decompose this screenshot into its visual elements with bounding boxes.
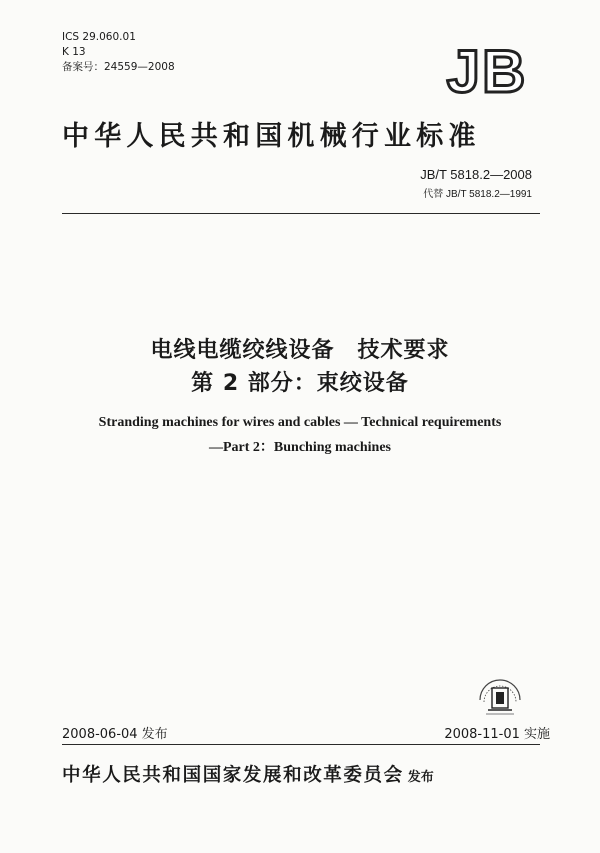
ics-code: ICS 29.060.01 (62, 31, 136, 43)
publisher-name: 中华人民共和国国家发展和改革委员会 (62, 765, 404, 786)
svg-text:JB: JB (446, 38, 528, 100)
jb-logo (437, 38, 537, 100)
replaces-standard: 代替 JB/T 5818.2—1991 (423, 189, 532, 200)
footer-divider (62, 744, 540, 745)
org-title: 中华人民共和国机械行业标准 (62, 121, 481, 152)
publisher-suffix: 发布 (407, 770, 434, 785)
title-zh-line1: 电线电缆绞线设备 技术要求 (150, 338, 450, 363)
publisher (62, 761, 434, 787)
title-zh-line2: 第 2 部分：束绞设备 (191, 371, 409, 396)
title-en-line2: —Part 2：Bunching machines (208, 440, 391, 455)
issue-date: 2008-06-04 发布 (62, 727, 168, 742)
title-en-line1: Stranding machines for wires and cables — Technical requirements (98, 415, 502, 430)
header-divider (62, 213, 540, 214)
standard-number: JB/T 5818.2—2008 (420, 167, 532, 182)
publisher-emblem-icon (472, 670, 528, 722)
ccs-code: K 13 (62, 46, 86, 58)
filing-number: 备案号：24559—2008 (62, 61, 175, 73)
effective-date: 2008-11-01 实施 (444, 727, 550, 742)
